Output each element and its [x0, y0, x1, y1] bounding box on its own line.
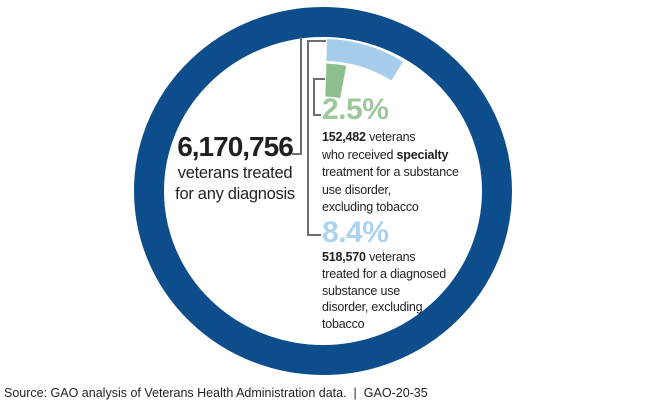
specialty-line4: use disorder,: [322, 182, 391, 197]
diagnosed-line3: substance use: [322, 283, 401, 298]
specialty-line2: [322, 147, 459, 165]
specialty-line3: treatment for a substance: [322, 165, 459, 180]
specialty-description: [322, 129, 459, 217]
diagnosed-count-suffix: veterans: [365, 250, 416, 264]
total-number: 6,170,756: [177, 131, 293, 162]
specialty-line2-text: who received: [322, 147, 397, 162]
diagnosed-description: [322, 249, 446, 333]
total-caption-line1: veterans treated: [177, 164, 293, 182]
diagnosed-line1: [322, 249, 446, 266]
specialty-line1: [322, 129, 459, 147]
diagnosed-count: 518,570: [322, 250, 366, 264]
total-caption-line2: for any diagnosis: [175, 184, 295, 203]
diagnosed-percentage: 8.4%: [322, 216, 389, 249]
specialty-percentage: 2.5%: [322, 93, 389, 126]
diagnosed-line5: tobacco: [322, 317, 365, 332]
source-separator: |: [353, 386, 357, 400]
specialty-line2-bold: specialty: [396, 147, 449, 162]
arc-specialty-segment: [326, 80, 343, 82]
diagnosed-line4: disorder, excluding: [322, 300, 423, 315]
report-number: GAO-20-35: [363, 386, 428, 400]
source-text: Source: GAO analysis of Veterans Health Administration data.: [4, 386, 347, 400]
total-label-block: [150, 131, 320, 204]
specialty-count: 152,482: [322, 130, 366, 144]
diagnosed-line2: treated for a diagnosed: [322, 266, 446, 281]
specialty-line5: excluding tobacco: [322, 200, 419, 215]
source-citation: [4, 386, 428, 400]
specialty-count-suffix: veterans: [365, 130, 416, 144]
